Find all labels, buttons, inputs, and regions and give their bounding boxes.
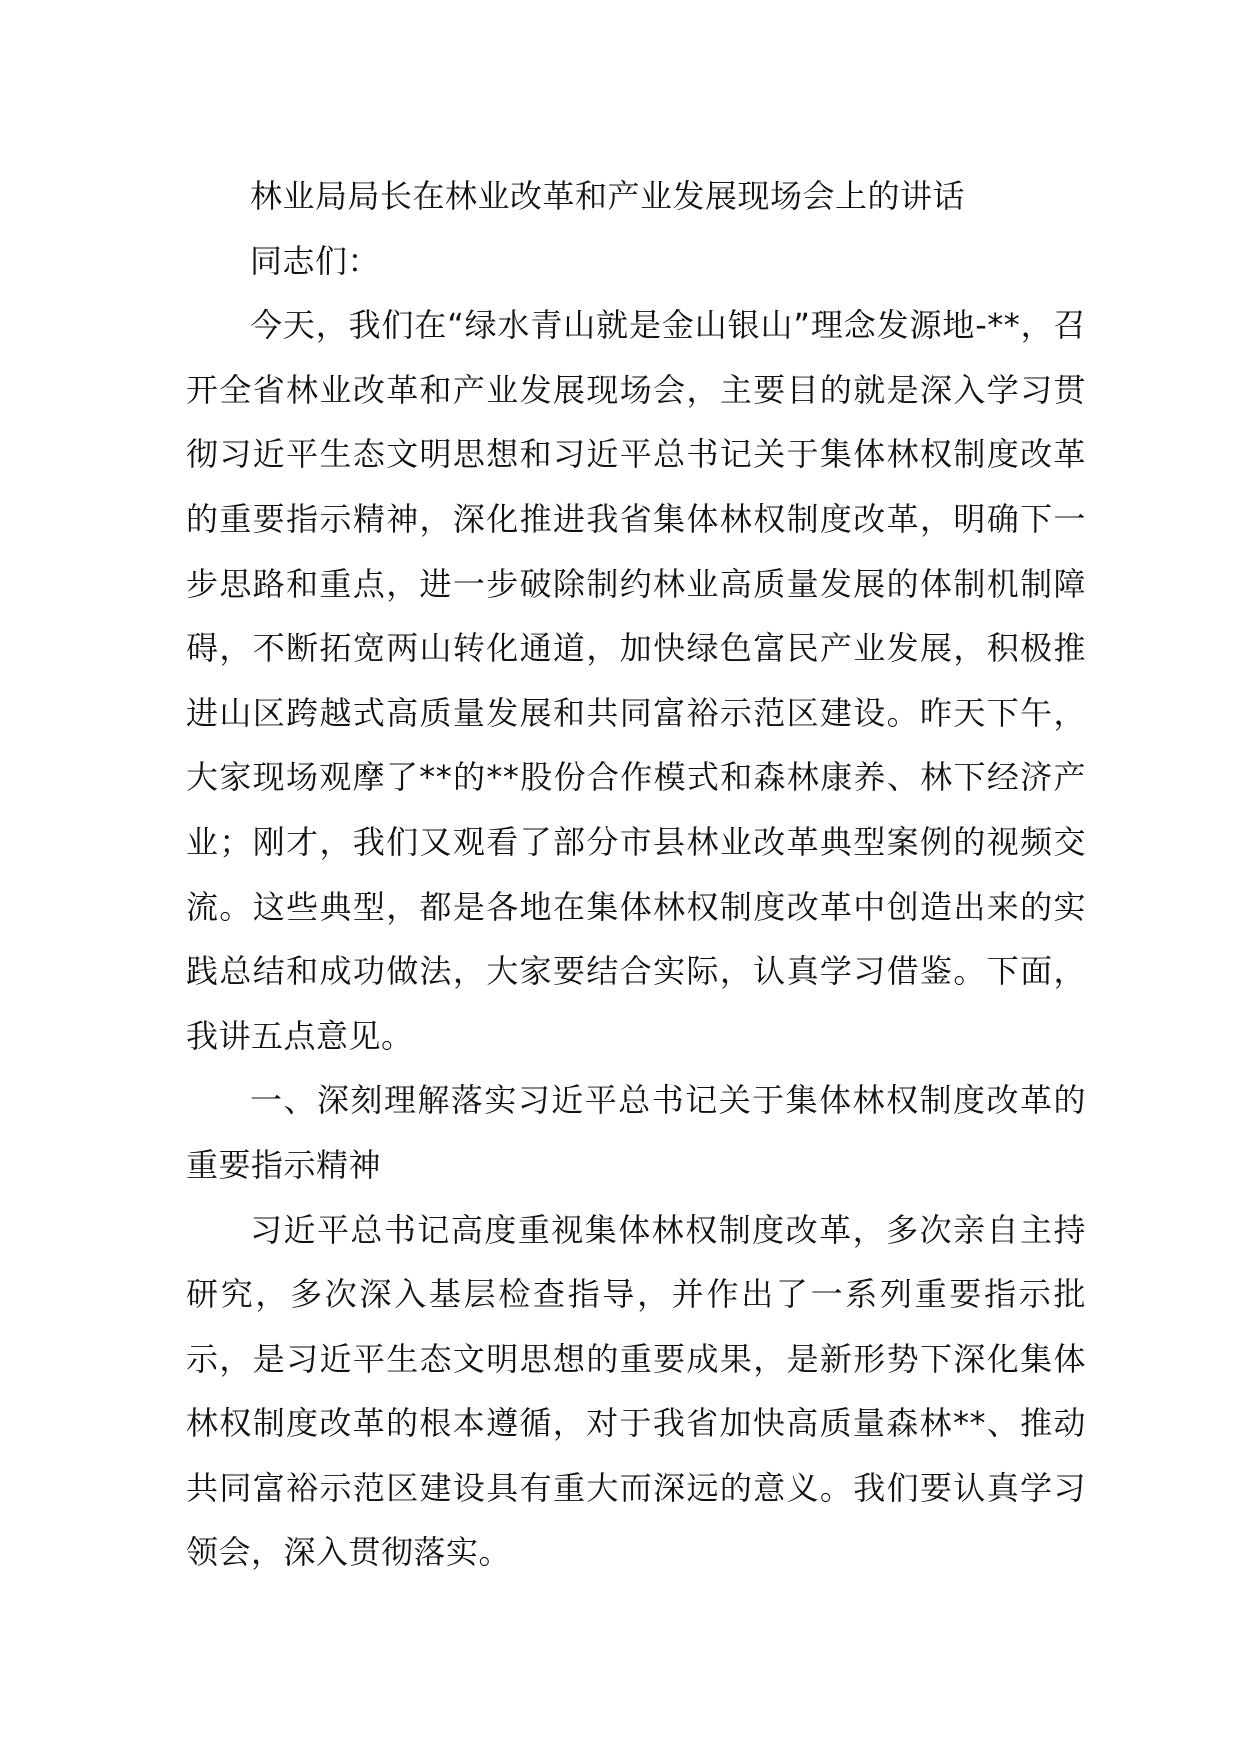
document-body — [186, 164, 1086, 1585]
section-paragraph-1: 习近平总书记高度重视集体林权制度改革，多次亲自主持研究，多次深入基层检查指导，并作出了一系列重要指示批示，是习近平生态文明思想的重要成果，是新形势下深化集体林权制度改革的根本遵循，对于我省加快高质量森林**、推动共同富裕示范区建设具有重大而深远的意义。我们要认真学习领会，深入贯彻落实。 — [186, 1210, 1086, 1572]
section-heading-1: 一、深刻理解落实习近平总书记关于集体林权制度改革的重要指示精神 — [186, 1081, 1086, 1184]
speech-title: 林业局局长在林业改革和产业发展现场会上的讲话 — [250, 177, 966, 215]
opening-paragraph: 今天，我们在“绿水青山就是金山银山”理念发源地-**，召开全省林业改革和产业发展现场会，主要目的就是深入学习贯彻习近平生态文明思想和习近平总书记关于集体林权制度改革的重要指示精神，深化推进我省集体林权制度改革，明确下一步思路和重点，进一步破除制约林业高质量发展的体制机制障碍，不断拓宽两山转化通道，加快绿色富民产业发展，积极推进山区跨越式高质量发展和共同富裕示范区建设。昨天下午，大家现场观摩了**的**股份合作模式和森林康养、林下经济产业；刚才，我们又观看了部分市县林业改革典型案例的视频交流。这些典型，都是各地在集体林权制度改革中创造出来的实践总结和成功做法，大家要结合实际，认真学习借鉴。下面，我讲五点意见。 — [186, 306, 1086, 1055]
salutation: 同志们： — [250, 241, 381, 280]
